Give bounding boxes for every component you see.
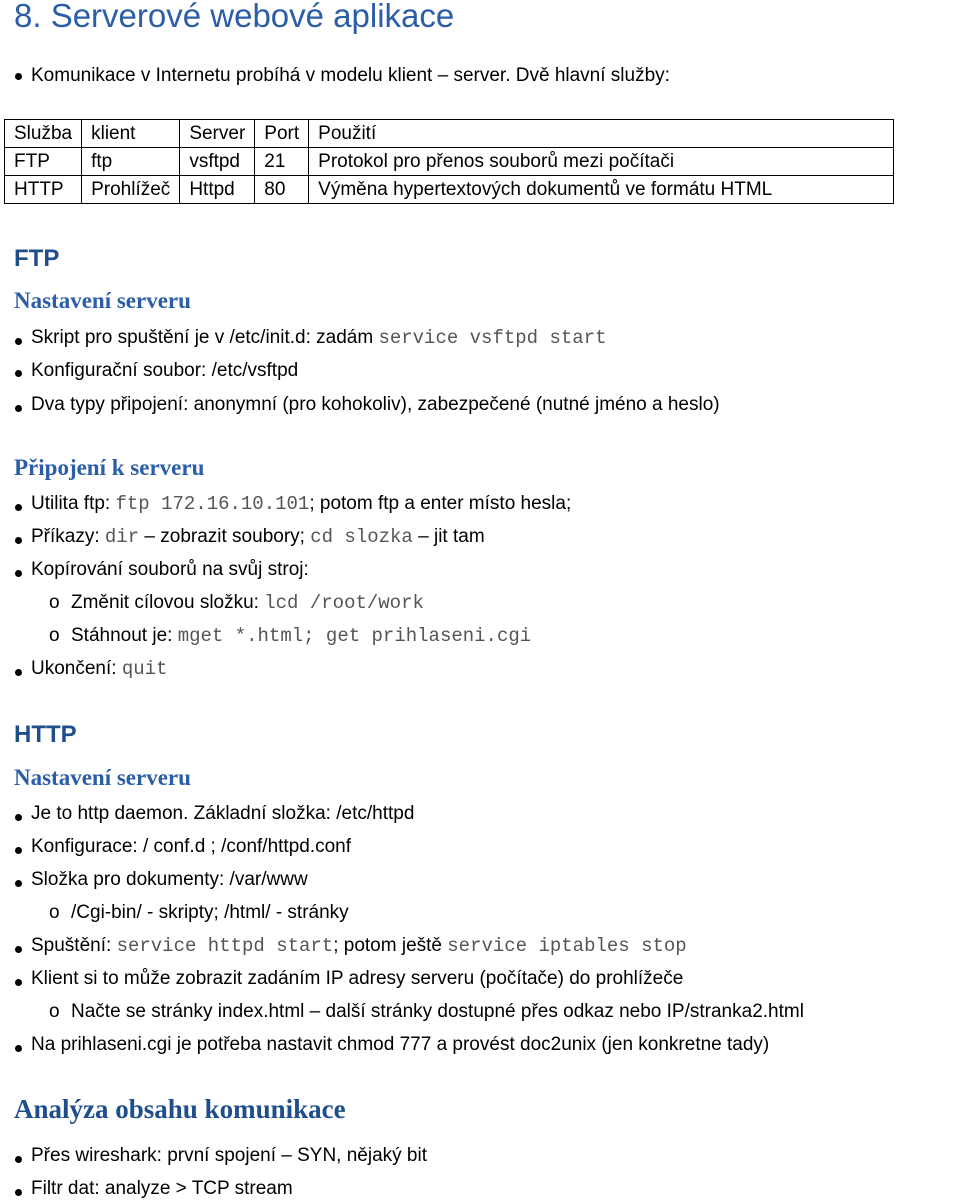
table-cell: Httpd — [180, 176, 255, 204]
list-item: /Cgi-bin/ - skripty; /html/ - stránky — [71, 902, 349, 923]
table-row — [5, 120, 894, 148]
page-title: 8. Serverové webové aplikace — [14, 0, 455, 34]
section-heading-ftp: FTP — [14, 245, 60, 272]
list-item: Dva typy připojení: anonymní (pro kohokoliv), zabezpečené (nutné jméno a heslo) — [31, 394, 720, 415]
table-cell: Výměna hypertextových dokumentů ve formátu HTML — [309, 176, 894, 204]
code-text: dir — [104, 526, 140, 548]
list-item: Složka pro dokumenty: /var/www — [31, 869, 308, 890]
section-heading-analysis: Analýza obsahu komunikace — [14, 1094, 346, 1124]
subheading-connect: Připojení k serveru — [14, 455, 205, 480]
table-cell: vsftpd — [180, 148, 255, 176]
code-text: service iptables stop — [447, 935, 687, 957]
list-item: Konfigurační soubor: /etc/vsftpd — [31, 360, 299, 381]
list-item: Příkazy: dir – zobrazit soubory; cd slozka – jit tam — [31, 526, 485, 548]
bullet-icon — [15, 537, 22, 544]
bullet-icon — [15, 405, 22, 412]
sub-bullet-marker: o — [49, 902, 60, 923]
sub-bullet-marker: o — [49, 592, 60, 613]
bullet-icon — [15, 847, 22, 854]
table-row — [5, 176, 894, 204]
list-item: Ukončení: quit — [31, 658, 168, 680]
table-cell: ftp — [82, 148, 180, 176]
list-item: Klient si to může zobrazit zadáním IP adresy serveru (počítače) do prohlížeče — [31, 968, 684, 989]
intro-text: Komunikace v Internetu probíhá v modelu klient – server. Dvě hlavní služby: — [31, 65, 670, 86]
section-heading-http: HTTP — [14, 721, 77, 748]
list-item: Kopírování souborů na svůj stroj: — [31, 559, 309, 580]
list-item: Utilita ftp: ftp 172.16.10.101; potom ftp a enter místo hesla; — [31, 493, 572, 515]
list-item: Stáhnout je: mget *.html; get prihlaseni.cgi — [71, 625, 532, 647]
bullet-icon — [15, 979, 22, 986]
table-cell: Server — [180, 120, 255, 148]
table-cell: Použití — [309, 120, 894, 148]
bullet-icon — [15, 1189, 22, 1196]
bullet-icon — [15, 370, 22, 377]
list-item: Přes wireshark: první spojení – SYN, nějaký bit — [31, 1145, 428, 1166]
table-cell: Port — [255, 120, 309, 148]
bullet-icon — [15, 1156, 22, 1163]
list-item: Je to http daemon. Základní složka: /etc/httpd — [31, 803, 415, 824]
table-cell: Služba — [5, 120, 82, 148]
sub-bullet-marker: o — [49, 1001, 60, 1022]
table-row — [5, 148, 894, 176]
bullet-icon — [15, 814, 22, 821]
bullet-icon — [15, 570, 22, 577]
subheading-server-setup: Nastavení serveru — [14, 288, 191, 313]
table-cell: Protokol pro přenos souborů mezi počítači — [309, 148, 894, 176]
code-text: cd slozka — [310, 526, 413, 548]
list-item: Změnit cílovou složku: lcd /root/work — [71, 592, 424, 614]
list-item: Konfigurace: / conf.d ; /conf/httpd.conf — [31, 836, 352, 857]
code-text: service httpd start — [116, 935, 334, 957]
list-item: Skript pro spuštění je v /etc/init.d: zadám service vsftpd start — [31, 327, 607, 349]
code-text: quit — [121, 658, 168, 680]
code-text: lcd /root/work — [264, 592, 424, 614]
table-cell: Prohlížeč — [82, 176, 180, 204]
list-item: Spuštění: service httpd start; potom ještě service iptables stop — [31, 935, 687, 957]
table-cell: HTTP — [5, 176, 82, 204]
list-item: Na prihlaseni.cgi je potřeba nastavit chmod 777 a provést doc2unix (jen konkretne tady) — [31, 1034, 770, 1055]
bullet-icon — [15, 338, 22, 345]
bullet-icon — [15, 1045, 22, 1052]
table-cell: 21 — [255, 148, 309, 176]
code-text: service vsftpd start — [378, 327, 607, 349]
bullet-icon — [15, 946, 22, 953]
code-text: mget *.html; get prihlaseni.cgi — [177, 625, 532, 647]
list-item: Filtr dat: analyze > TCP stream — [31, 1178, 293, 1199]
sub-bullet-marker: o — [49, 625, 60, 646]
bullet-icon — [15, 880, 22, 887]
bullet-icon — [15, 73, 22, 80]
list-item: Načte se stránky index.html – další stránky dostupné přes odkaz nebo IP/stranka2.html — [71, 1001, 804, 1022]
services-table — [4, 119, 894, 204]
bullet-icon — [15, 504, 22, 511]
table-cell: FTP — [5, 148, 82, 176]
bullet-icon — [15, 669, 22, 676]
subheading-server-setup: Nastavení serveru — [14, 765, 191, 790]
table-cell: 80 — [255, 176, 309, 204]
table-cell: klient — [82, 120, 180, 148]
code-text: ftp 172.16.10.101 — [115, 493, 310, 515]
